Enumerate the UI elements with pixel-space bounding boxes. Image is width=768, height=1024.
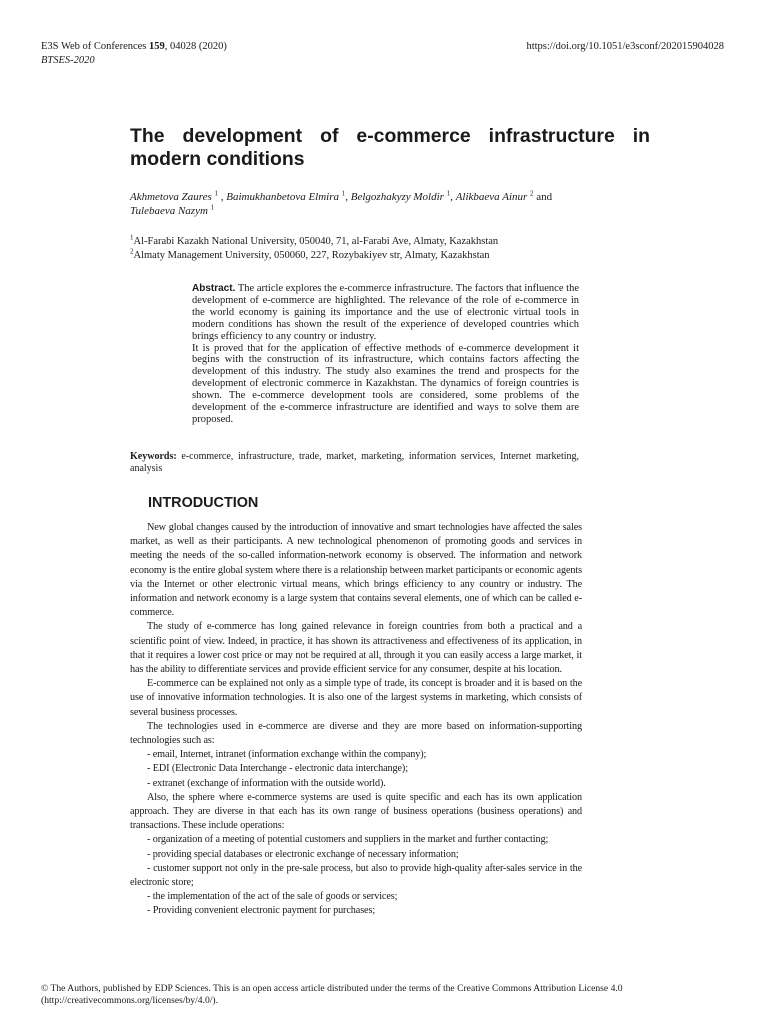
keywords-text: e-commerce, infrastructure, trade, market, marketing, information services, Internet marketing, analysis <box>130 451 580 474</box>
affiliation-marker: 1 <box>210 203 215 212</box>
affiliation-item <box>130 249 650 263</box>
author-separator: , <box>450 191 456 203</box>
list-item: - Providing convenient electronic payment for purchases; <box>147 905 376 917</box>
affiliation-marker: 2 <box>530 189 534 198</box>
affiliation-number: 2 <box>130 247 134 255</box>
journal-volume: 159 <box>149 41 165 52</box>
author-separator: , <box>345 191 351 203</box>
affiliation-number: 1 <box>130 233 134 242</box>
abstract-text: The article explores the e-commerce infrastructure. The factors that influence the development of e-commerce are highlighted. The relevance of the role of e-commerce in the world economy is gaining its importance and the use of electronic virtual tools in modern conditions has shown the result of the experience of developed countries which brings efficiency to any country or industry. <box>192 283 579 342</box>
author-name: Baimukhanbetova Elmira <box>226 191 340 203</box>
license-footer <box>41 983 724 1007</box>
conference-name: BTSES-2020 <box>41 55 95 66</box>
list-item: - customer support not only in the pre-sale process, but also to provide high-quality after-sales service in the electronic store; <box>130 862 582 889</box>
author-name: Tulebaeva Nazym <box>130 205 208 217</box>
list-item: - extranet (exchange of information with the outside world). <box>147 777 386 789</box>
affiliation-marker: 1 <box>214 189 219 198</box>
abstract <box>192 283 579 426</box>
author-name: Alikbaeva Ainur <box>455 191 528 203</box>
list-item: - EDI (Electronic Data Interchange - electronic data interchange); <box>147 763 408 775</box>
doi-link[interactable]: https://doi.org/10.1051/e3sconf/202015904028 <box>526 41 724 52</box>
article-info: , 04028 (2020) <box>164 41 227 52</box>
author-name: Akhmetova Zaures <box>130 191 212 203</box>
body-paragraph: E-commerce can be explained not only as a simple type of trade, its concept is broader and it is based on the use of innovative information technologies. It is also one of the largest systems in marketing, which consists of several business processes. <box>130 678 582 718</box>
list-item: - organization of a meeting of potential customers and suppliers in the market and further contacting; <box>147 834 549 846</box>
abstract-paragraph: It is proved that for the application of effective methods of e-commerce development it begins with the construction of its infrastructure, which contains factors affecting the development of this industry. The study also examines the trend and prospects for the development of electronic commerce in Kazakhstan. The dynamics of foreign countries is shown. The e-commerce development tools are considered, some problems of the development of the e-commerce infrastructure are identified and ways to solve them are proposed. <box>192 342 579 425</box>
affiliation-text: Al-Farabi Kazakh National University, 050040, 71, al-Farabi Ave, Almaty, Kazakhstan <box>133 236 499 247</box>
license-text: © The Authors, published by EDP Sciences. This is an open access article distributed under the terms of the Creative Commons Attribution License 4.0 <box>41 983 623 994</box>
journal-name: E3S Web of Conferences <box>41 41 150 52</box>
body-paragraph: The study of e-commerce has long gained relevance in foreign countries from both a practical and a scientific point of view. Indeed, in practice, it has shown its attractiveness and effectiveness of its application, in that it requires a lower cost price or may not be required at all, through it you can easily access a large market, it has the ability to differentiate services and provide efficient service for any consumer, despite at his location. <box>130 621 582 676</box>
abstract-label: Abstract. <box>192 283 236 294</box>
author-separator: , <box>218 191 227 203</box>
list-item: - the implementation of the act of the sale of goods or services; <box>147 891 398 903</box>
body-paragraph: New global changes caused by the introduction of innovative and smart technologies have affected the sales market, as well as their participants. A new technological phenomenon of promoting goods and services in meeting the needs of the so-called information-network economy is observed. The information and network economy is the entire global system where there is a relationship between market participants or economic agents via the Internet or other electronic virtual means, which brings efficiency to any country or industry. The information and network economy is a large system that contains several elements, one of which can be called e-commerce. <box>130 522 582 619</box>
body-paragraph: Also, the sphere where e-commerce systems are used is quite specific and each has its own application approach. They are diverse in that each has its own range of business operations (business operations) and transactions. These include operations: <box>130 791 582 832</box>
keywords-label: Keywords: <box>130 451 177 462</box>
abstract-paragraph <box>192 283 579 343</box>
paper-title: The development of e-commerce infrastructure in modern conditions <box>130 125 650 170</box>
author-conjunction: and <box>536 191 553 203</box>
author-name: Belgozhakyzy Moldir <box>350 191 444 203</box>
list-item: - providing special databases or electronic exchange of necessary information; <box>147 848 459 860</box>
affiliation-item <box>130 235 650 249</box>
body-paragraph: The technologies used in e-commerce are diverse and they are more based on information-supporting technologies such as: <box>130 720 582 747</box>
header-row <box>41 40 724 54</box>
license-link[interactable]: (http://creativecommons.org/licenses/by/4.0/). <box>41 995 219 1006</box>
author-list <box>130 190 650 218</box>
affiliation-marker: 1 <box>446 189 451 198</box>
list-item: - email, Internet, intranet (information exchange within the company); <box>147 749 427 761</box>
affiliation-list <box>130 235 650 262</box>
body-text <box>130 521 582 919</box>
affiliation-text: Almaty Management University, 050060, 227, Rozybakiyev str, Almaty, Kazakhstan <box>133 249 490 261</box>
affiliation-marker: 1 <box>341 189 346 198</box>
section-heading: INTRODUCTION <box>148 495 259 511</box>
journal-citation <box>41 40 227 54</box>
page-header <box>41 40 724 68</box>
keywords <box>130 451 579 475</box>
